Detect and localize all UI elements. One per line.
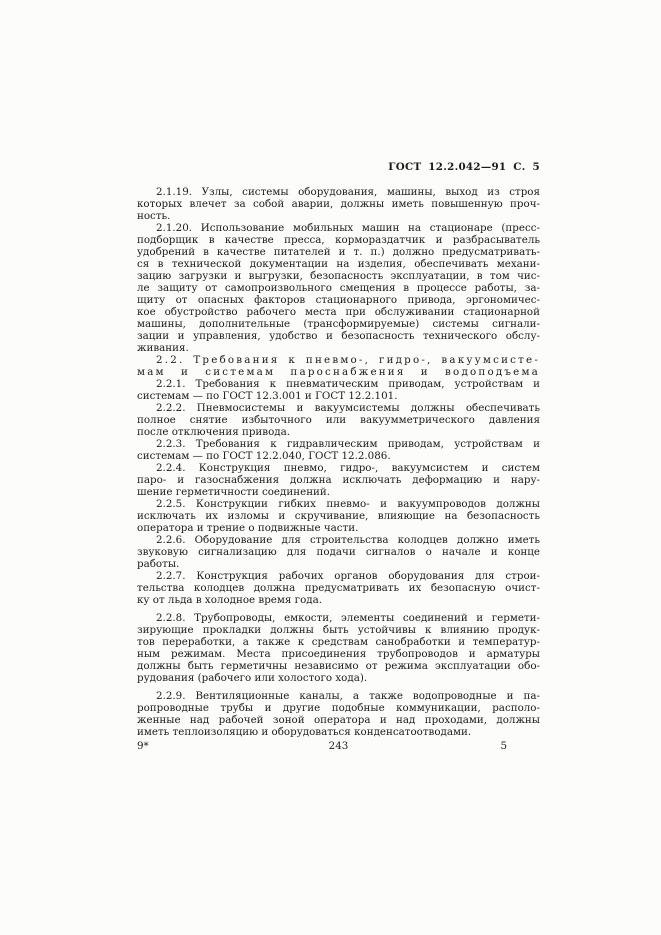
- text-line: ропроводные трубы и другие подобные коммуникации, располо-: [137, 702, 540, 714]
- text-line: 2.1.20. Использование мобильных машин на стационаре (пресс-: [156, 222, 540, 234]
- text-line: удобрений в качестве питателей и т. п.) должно предусматривать-: [137, 246, 540, 258]
- text-line: работы.: [137, 558, 180, 570]
- text-line: машины, дополнительные (трансформируемые) системы сигнали-: [137, 318, 540, 330]
- text-line: 2.2.8. Трубопроводы, емкости, элементы соединений и гермети-: [156, 612, 540, 624]
- text-line: звуковую сигнализацию для подачи сигналов о начале и конце: [137, 546, 540, 558]
- document-body: [137, 186, 540, 738]
- text-line: 2.2.3. Требования к гидравлическим приводам, устройствам и: [156, 438, 540, 450]
- text-line: паро- и газоснабжения должна исключать деформацию и нару-: [137, 474, 540, 486]
- text-line: полное снятие избыточного или вакуумметрического давления: [137, 414, 540, 426]
- text-line: системам — по ГОСТ 12.2.040, ГОСТ 12.2.086.: [137, 450, 391, 462]
- text-line: 2.2.9. Вентиляционные каналы, а также водопроводные и па-: [156, 690, 540, 702]
- paragraph-2-1-20: [137, 222, 540, 354]
- footer-sheet-number: 243: [328, 740, 349, 752]
- text-line: 2.1.19. Узлы, системы оборудования, машины, выход из строя: [156, 186, 540, 198]
- text-line: мам и системам пароснабжения и водоподъема: [137, 366, 540, 378]
- footer-signature-mark: 9*: [137, 740, 149, 752]
- paragraph-2-2-1: [137, 378, 540, 402]
- text-line: которых влечет за собой аварии, должны иметь повышенную проч-: [137, 198, 540, 210]
- text-line: зацию загрузки и выгрузки, безопасность эксплуатации, в том чис-: [137, 270, 540, 282]
- text-line: живания.: [137, 342, 189, 354]
- text-line: тельства колодцев должна предусматривать их безопасную очист-: [137, 582, 540, 594]
- text-line: оператора и трение о подвижные части.: [137, 522, 359, 534]
- page-footer: [137, 740, 540, 754]
- text-line: рудования (рабочего или холостого хода).: [137, 672, 368, 684]
- text-line: 2.2.5. Конструкции гибких пневмо- и вакуумпроводов должны: [156, 498, 540, 510]
- text-line: тов переработки, а также к средствам санобработки и температур-: [137, 636, 540, 648]
- text-line: ку от льда в холодное время года.: [137, 594, 323, 606]
- paragraph-2-2-9: [137, 690, 540, 738]
- text-line: кое обустройство рабочего места при обслуживании стационарной: [137, 306, 540, 318]
- text-line: ным режимам. Места присоединения трубопроводов и арматуры: [137, 648, 540, 660]
- text-line: должны быть герметичны независимо от режима эксплуатации обо-: [137, 660, 540, 672]
- paragraph-2-2-4: [137, 462, 540, 498]
- text-line: 2.2.2. Пневмосистемы и вакуумсистемы должны обеспечивать: [156, 402, 540, 414]
- text-line: ность.: [137, 210, 171, 222]
- text-block: [137, 161, 540, 738]
- text-line: исключать их изломы и скручивание, влияющие на безопасность: [137, 510, 540, 522]
- paragraph-2-2-2: [137, 402, 540, 438]
- text-line: ле защиту от самопроизвольного смещения в процессе работы, за-: [137, 282, 540, 294]
- footer-page-number: 5: [500, 740, 507, 752]
- text-line: 2.2.4. Конструкция пневмо, гидро-, вакуумсистем и систем: [156, 462, 540, 474]
- paragraph-2-2-heading: [137, 354, 540, 378]
- text-line: щиту от опасных факторов стационарного привода, эргономичес-: [137, 294, 540, 306]
- paragraph-2-2-7: [137, 570, 540, 606]
- text-line: 2.2. Требования к пневмо-, гидро-, вакуумсисте-: [156, 354, 540, 366]
- text-line: шение герметичности соединений.: [137, 486, 331, 498]
- paragraph-2-2-6: [137, 534, 540, 570]
- text-line: подборщик в качестве пресса, кормораздатчик и разбрасыватель: [137, 234, 540, 246]
- text-line: после отключения привода.: [137, 426, 291, 438]
- text-line: женные над рабочей зоной оператора и над проходами, должны: [137, 714, 540, 726]
- paragraph-2-2-5: [137, 498, 540, 534]
- text-line: системам — по ГОСТ 12.3.001 и ГОСТ 12.2.101.: [137, 390, 398, 402]
- text-line: 2.2.1. Требования к пневматическим приводам, устройствам и: [156, 378, 540, 390]
- text-line: иметь теплоизоляцию и оборудоваться конденсатоотводами.: [137, 726, 472, 738]
- text-line: зирующие прокладки должны быть устойчивы к влиянию продук-: [137, 624, 540, 636]
- text-line: ся в технической документации на изделия, обеспечивать механи-: [137, 258, 540, 270]
- text-line: зации и управления, удобство и безопасность технического обслу-: [137, 330, 540, 342]
- text-line: 2.2.6. Оборудование для строительства колодцев должно иметь: [156, 534, 540, 546]
- paragraph-2-2-3: [137, 438, 540, 462]
- text-line: 2.2.7. Конструкция рабочих органов оборудования для строи-: [156, 570, 540, 582]
- paragraph-2-2-8: [137, 612, 540, 684]
- paragraph-2-1-19: [137, 186, 540, 222]
- running-header-gost-number: ГОСТ 12.2.042—91 С. 5: [388, 161, 540, 173]
